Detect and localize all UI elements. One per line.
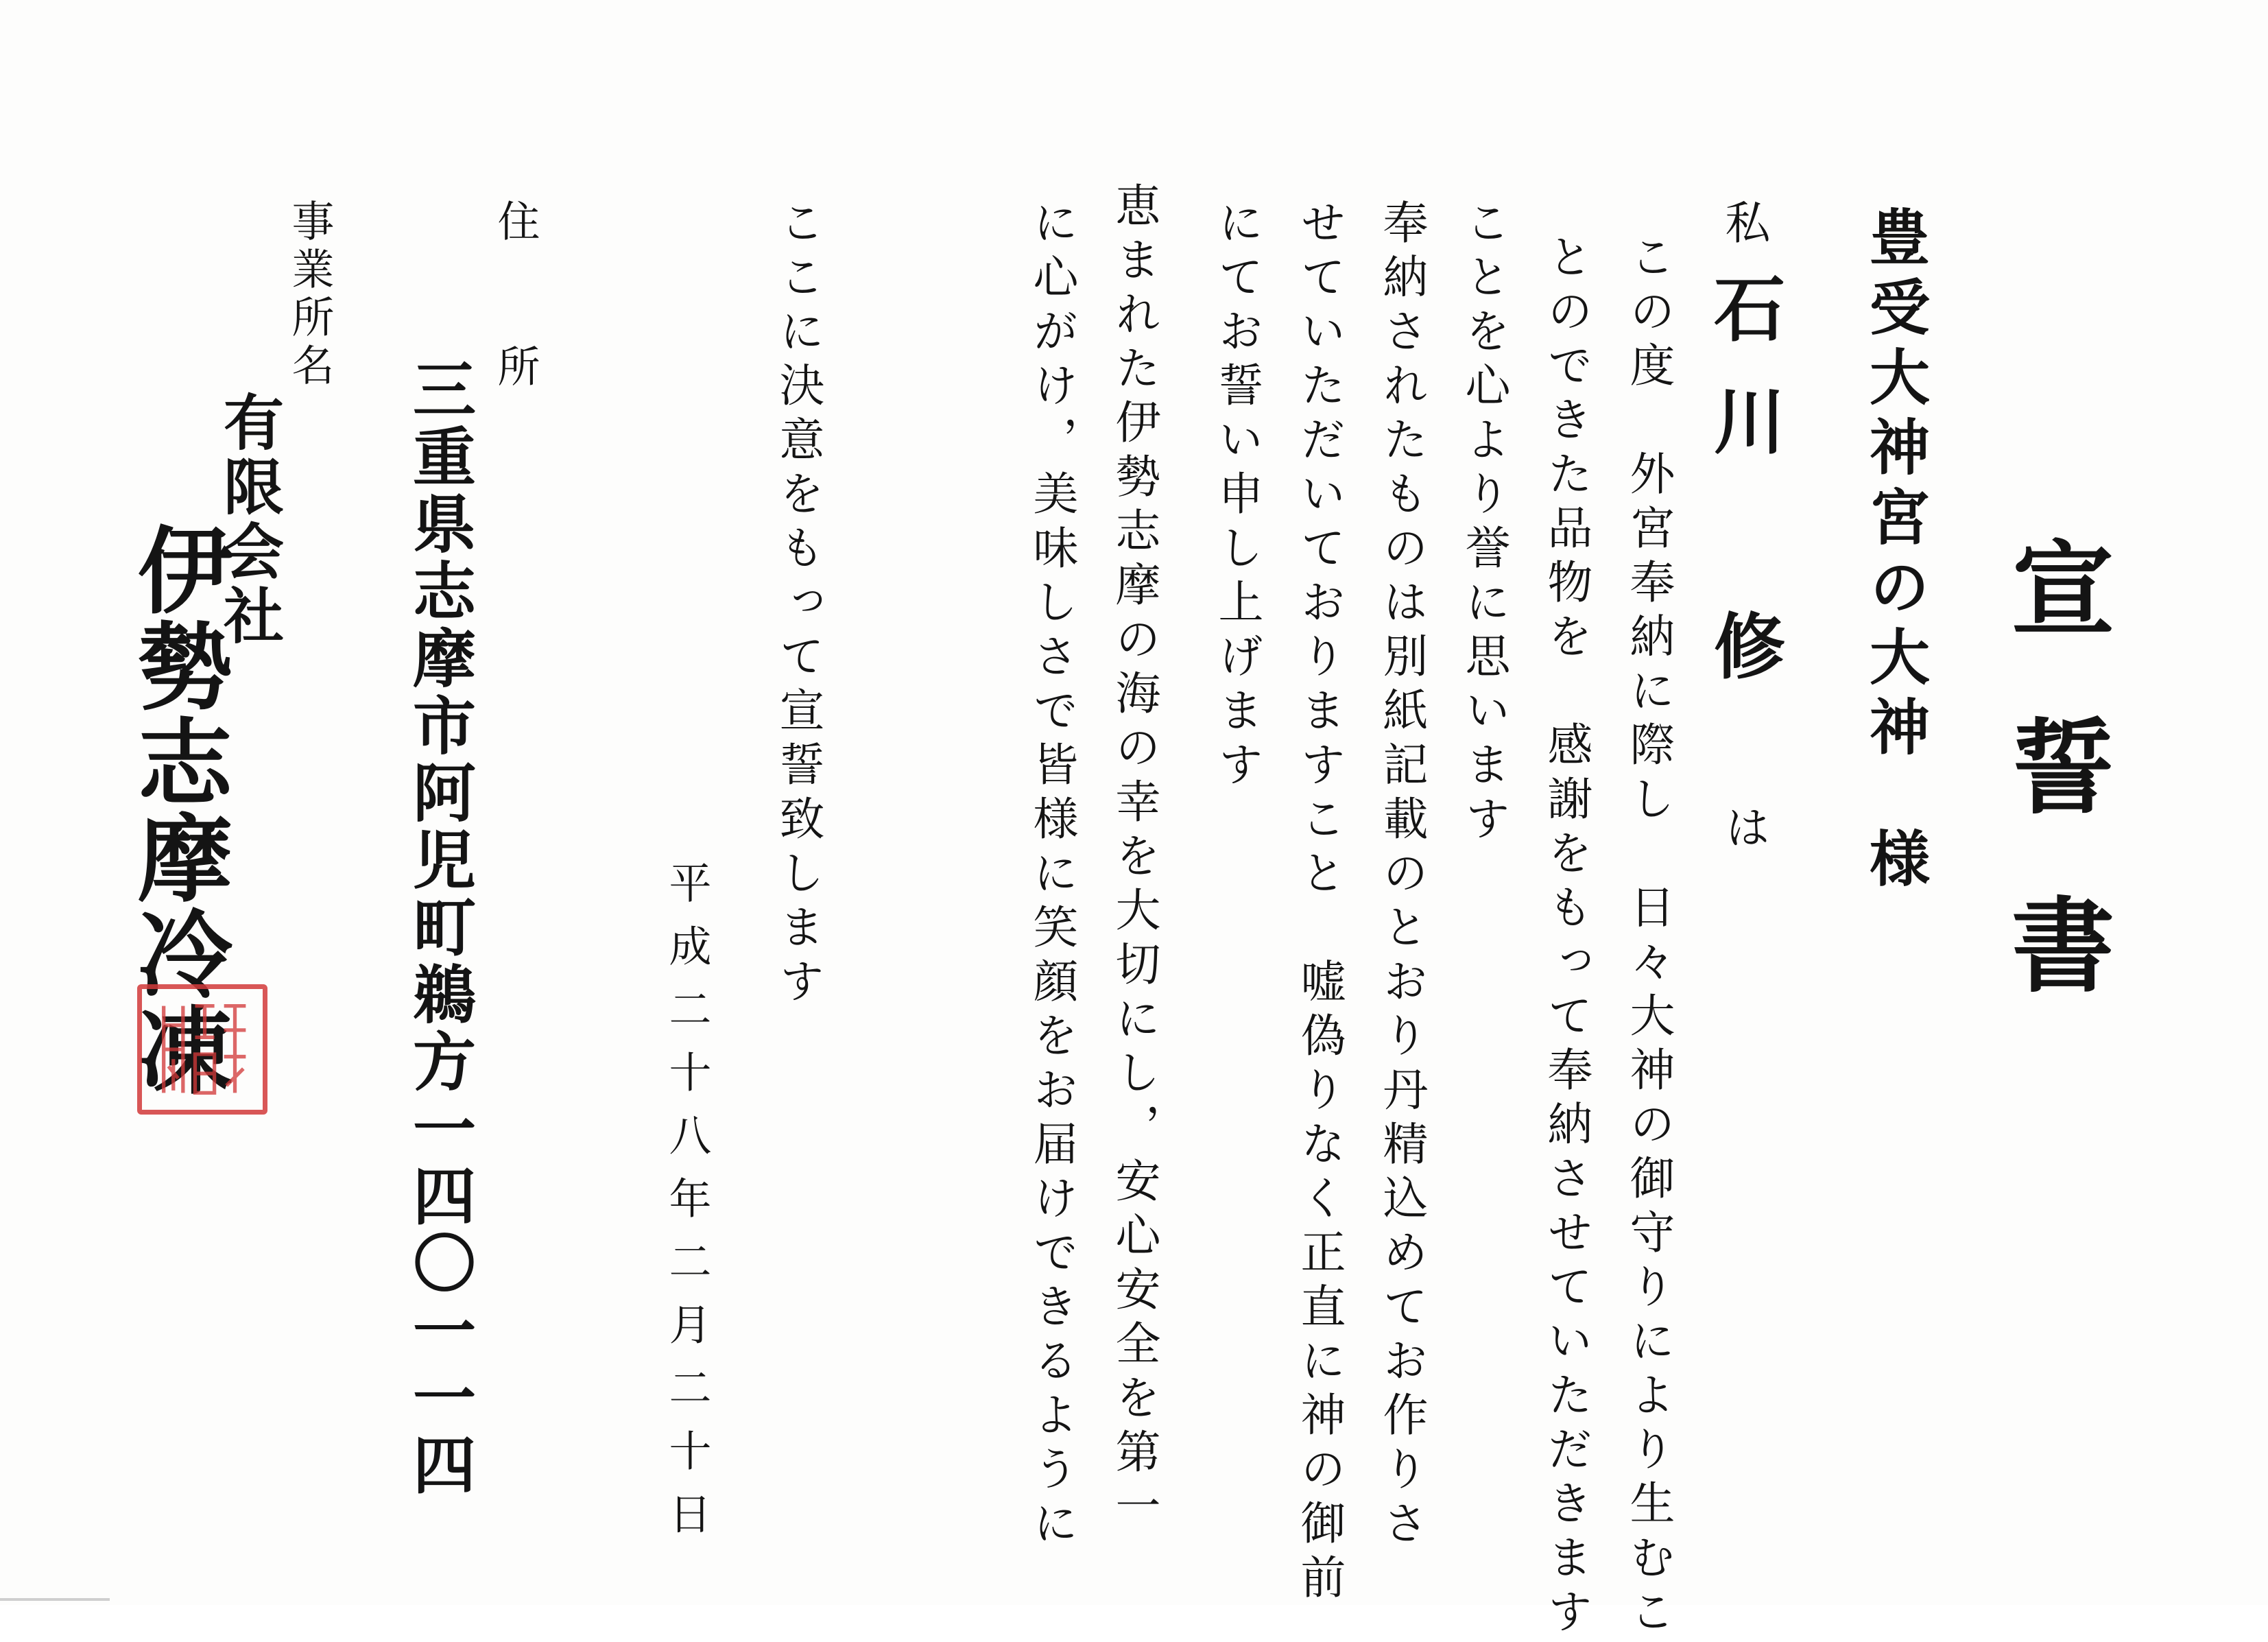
- document-title: 宣誓書: [1994, 535, 2114, 1070]
- declaration-line: ここに決意をもって宣誓致します: [772, 199, 824, 1012]
- body-line-4: 奉納されたものは別紙記載のとおり丹精込めてお作りさ: [1375, 199, 1428, 1554]
- addressee: [1860, 206, 1931, 897]
- company-type: 有限会社: [214, 391, 285, 649]
- date: 平成二十八年二月二十日: [662, 861, 712, 1555]
- body-line-7: 恵まれた伊勢志摩の海の幸を大切にし，安心安全を第一: [1108, 182, 1160, 1536]
- particle: は: [1717, 804, 1770, 849]
- declarant-name: 石川 修: [1702, 272, 1786, 722]
- address-label: 住所: [490, 199, 540, 490]
- body-line-8: に心がけ，美味しさで皆様に笑顔をお届けできるように: [1025, 199, 1078, 1554]
- addressee-honorific: 様: [1860, 827, 1931, 897]
- address: 三重県志摩市阿児町鵜方一四〇一一四: [403, 357, 477, 1499]
- declarant-line: [1702, 199, 1786, 849]
- body-line-6: にてお誓い申し上げます: [1210, 199, 1263, 795]
- business-label: 事業所名: [285, 199, 335, 391]
- first-person: 私: [1717, 199, 1770, 244]
- company-name: 伊勢志摩冷凍: [122, 521, 234, 1097]
- body-line-3: ことを心より誉に思います: [1457, 199, 1510, 849]
- company-seal-stamp: [137, 984, 267, 1115]
- body-line-2: とのできた品物を 感謝をもって奉納させていただきます: [1540, 233, 1592, 1642]
- body-line-1: この度 外宮奉納に際し 日々大神の御守りにより生むこ: [1622, 233, 1675, 1642]
- addressee-deity: 豊受大神宮の大神: [1860, 206, 1931, 765]
- scan-edge-line: [0, 1598, 110, 1601]
- body-line-5: せていただいておりますこと 嘘偽りなく正直に神の御前: [1293, 199, 1346, 1608]
- seal-icon: [142, 989, 263, 1110]
